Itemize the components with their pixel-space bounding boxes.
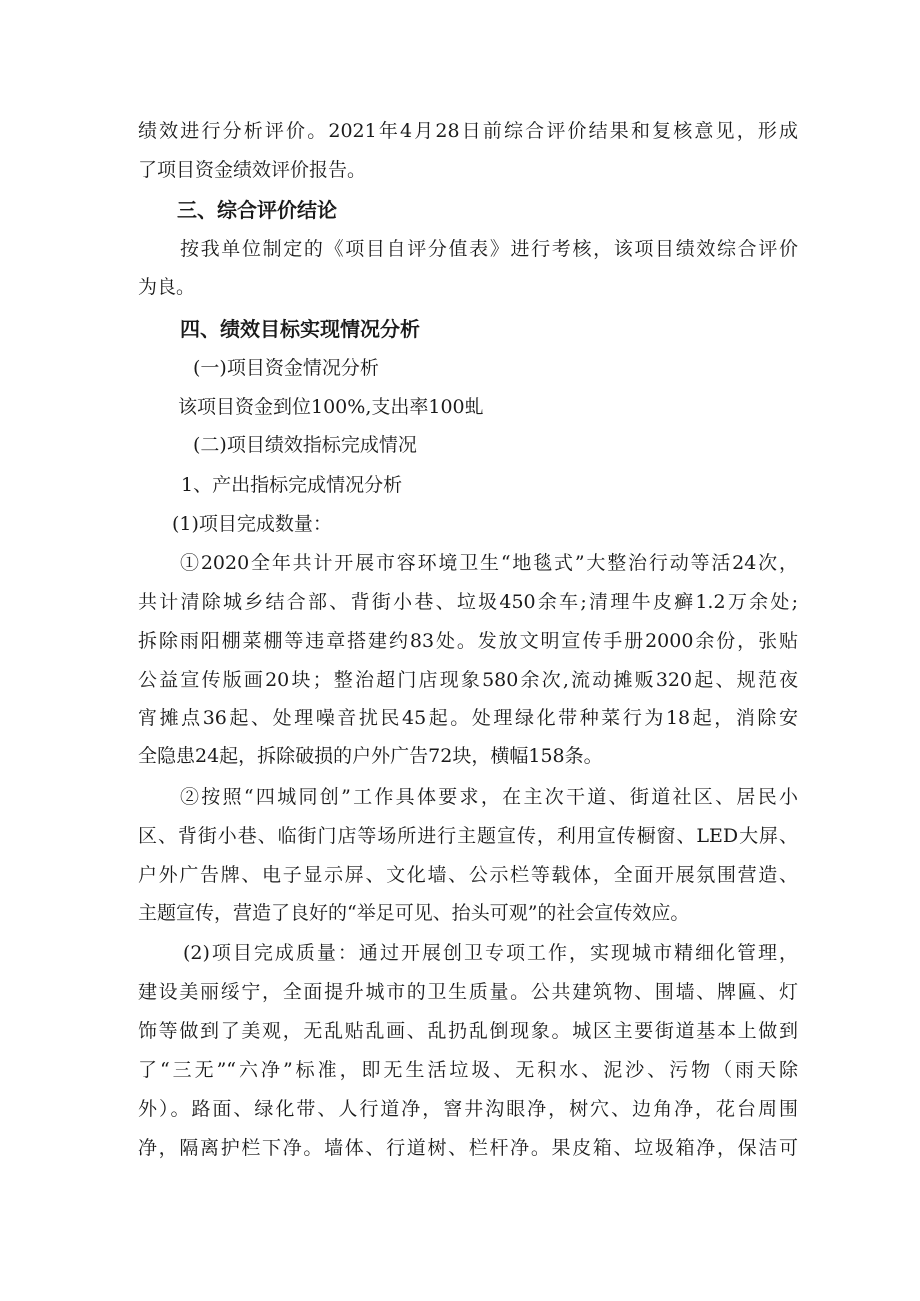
paragraph-line: 外）。路面、绿化带、人行道净，窨井沟眼净，树穴、边角净，花台周围 <box>138 1098 798 1120</box>
subsection-heading: 1、产出指标完成情况分析 <box>181 474 403 496</box>
paragraph-line: 净，隔离护栏下净。墙体、行道树、栏杆净。果皮箱、垃圾箱净，保洁可 <box>138 1137 798 1159</box>
paragraph-line: (2)项目完成质量：通过开展创卫专项工作，实现城市精细化管理， <box>183 942 798 964</box>
subsection-heading: (1)项目完成数量： <box>172 513 332 535</box>
section-heading: 三、综合评价结论 <box>177 198 337 222</box>
paragraph-line: 绩效进行分析评价。2021年4月28日前综合评价结果和复核意见，形成 <box>138 120 798 142</box>
paragraph-line: 共计清除城乡结合部、背街小巷、垃圾450余车;清理牛皮癣1.2万余处; <box>138 591 798 613</box>
paragraph-line: 该项目资金到位100%,支出率100虬 <box>178 396 484 418</box>
section-heading: 四、绩效目标实现情况分析 <box>180 317 420 341</box>
paragraph-line: 主题宣传，营造了良好的“举足可见、抬头可观”的社会宣传效应。 <box>138 902 690 924</box>
paragraph-line: 全隐患24起，拆除破损的户外广告72块，横幅158条。 <box>138 745 603 767</box>
paragraph-line: 了“三无”“六净”标准，即无生活垃圾、无积水、泥沙、污物（雨天除 <box>138 1059 798 1081</box>
paragraph-line: 区、背街小巷、临街门店等场所进行主题宣传，利用宣传橱窗、LED大屏、 <box>138 825 798 847</box>
paragraph-line: 了项目资金绩效评价报告。 <box>138 159 367 181</box>
paragraph-line: 饰等做到了美观，无乱贴乱画、乱扔乱倒现象。城区主要街道基本上做到 <box>138 1020 798 1042</box>
subsection-heading: (一)项目资金情况分析 <box>193 357 379 379</box>
subsection-heading: (二)项目绩效指标完成情况 <box>193 434 417 456</box>
paragraph-line: 建设美丽绥宁，全面提升城市的卫生质量。公共建筑物、围墙、牌匾、灯 <box>138 981 798 1003</box>
paragraph-line: ②按照“四城同创”工作具体要求，在主次干道、街道社区、居民小 <box>180 786 798 808</box>
paragraph-line: 拆除雨阳棚菜棚等违章搭建约83处。发放文明宣传手册2000余份，张贴 <box>138 630 798 652</box>
paragraph-line: 户外广告牌、电子显示屏、文化墙、公示栏等载体，全面开展氛围营造、 <box>138 864 798 886</box>
paragraph-line: 公益宣传版画20块；整治超门店现象580余次,流动摊贩320起、规范夜 <box>138 669 798 691</box>
paragraph-line: 宵摊点36起、处理噪音扰民45起。处理绿化带种菜行为18起，消除安 <box>138 707 798 729</box>
paragraph-line: 为良。 <box>138 276 196 298</box>
paragraph-line: ①2020全年共计开展市容环境卫生“地毯式”大整治行动等活24次， <box>180 552 798 574</box>
paragraph-line: 按我单位制定的《项目自评分值表》进行考核，该项目绩效综合评价 <box>180 238 798 260</box>
